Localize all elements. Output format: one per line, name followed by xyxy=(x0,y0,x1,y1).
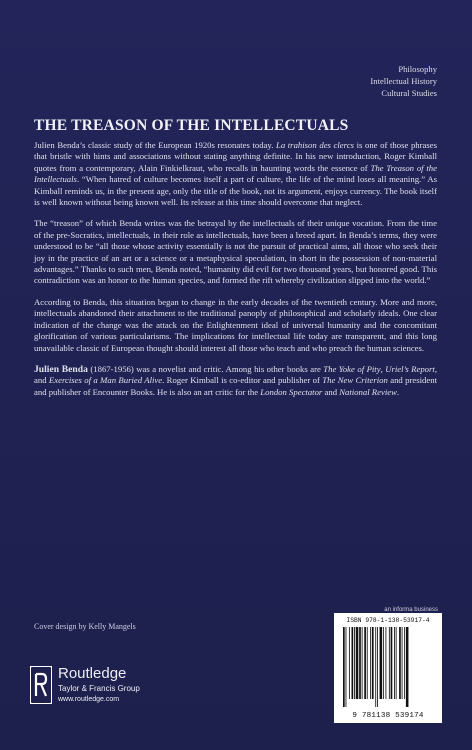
isbn-label: ISBN 978-1-138-53917-4 xyxy=(346,617,430,624)
subject-item: Cultural Studies xyxy=(381,88,437,98)
blurb-paragraph: The “treason” of which Benda writes was the betrayal by the intellectuals of their unique vocation. From the time of the pre-Socratics, intellectuals, in their role as intellectuals, have been a breed apart. In Benda’s terms, they were understood to be “all those whose activity essentially is not the pursuit of practical aims, all those who seek their joy in the practice of an art or a science or a metaphysical speculation, in short in the possession of non-material advantages.” Thanks to such men, Benda noted, “humanity did evil for two thousand years, but honored good. This contradiction was an honor to the human species, and formed the rift whereby civilization slipped into the world.” xyxy=(34,218,437,286)
subject-categories xyxy=(370,63,437,99)
subject-item: Philosophy xyxy=(398,64,437,74)
routledge-logo-icon xyxy=(30,666,52,704)
publisher-name: Routledge xyxy=(58,665,127,682)
subject-item: Intellectual History xyxy=(370,76,437,86)
barcode-digits: 9 781138 539174 xyxy=(352,712,424,720)
author-bio: Julien Benda (1867-1956) was a novelist and critic. Among his other books are The Yoke of Pity, Uriel’s Report, and Exercises of a Man Buried Alive. Roger Kimball is co-editor and publisher of The New Criterion and president and publisher of Encounter Books. He is also an art critic for the London Spectator and National Review. xyxy=(34,363,437,397)
blurb-body xyxy=(34,140,437,408)
barcode-area xyxy=(334,613,442,723)
blurb-paragraph: According to Benda, this situation began to change in the early decades of the twentieth century. More and more, intellectuals abandoned their attachment to the traditional panoply of philosophical and scholarly ideals. One clear indication of the change was the attack on the Enlightenment ideal of universal humanity and the concomitant glorification of various particularisms. The implications for intellectual life today are transparent, and this long unavailable classic of European thought should interest all those who teach and who preach the human sciences. xyxy=(34,296,437,353)
publisher-group: Taylor & Francis Group xyxy=(58,684,140,693)
barcode-icon xyxy=(342,627,434,707)
blurb-paragraph: Julien Benda’s classic study of the European 1920s resonates today. La trahison des clercs is one of those phrases that bristle with hints and associations without stating anything definite. In his new introduction, Roger Kimball quotes from a contemporary, Alain Finkielkraut, who recalls in haunting words the essence of The Treason of the Intellectuals. “When hatred of culture becomes itself a part of culture, the life of the mind loses all meaning.” As Kimball reminds us, in the present age, only the title of the book, not its argument, enjoys currency. The book itself is well known without being known well. Its release at this time should overcome that neglect. xyxy=(34,140,437,208)
publisher-logo xyxy=(30,666,140,704)
informa-tag: an informa business xyxy=(384,607,438,613)
book-title: THE TREASON OF THE INTELLECTUALS xyxy=(34,117,349,134)
cover-credit: Cover design by Kelly Mangels xyxy=(34,622,136,631)
publisher-url: www.routledge.com xyxy=(58,696,120,703)
